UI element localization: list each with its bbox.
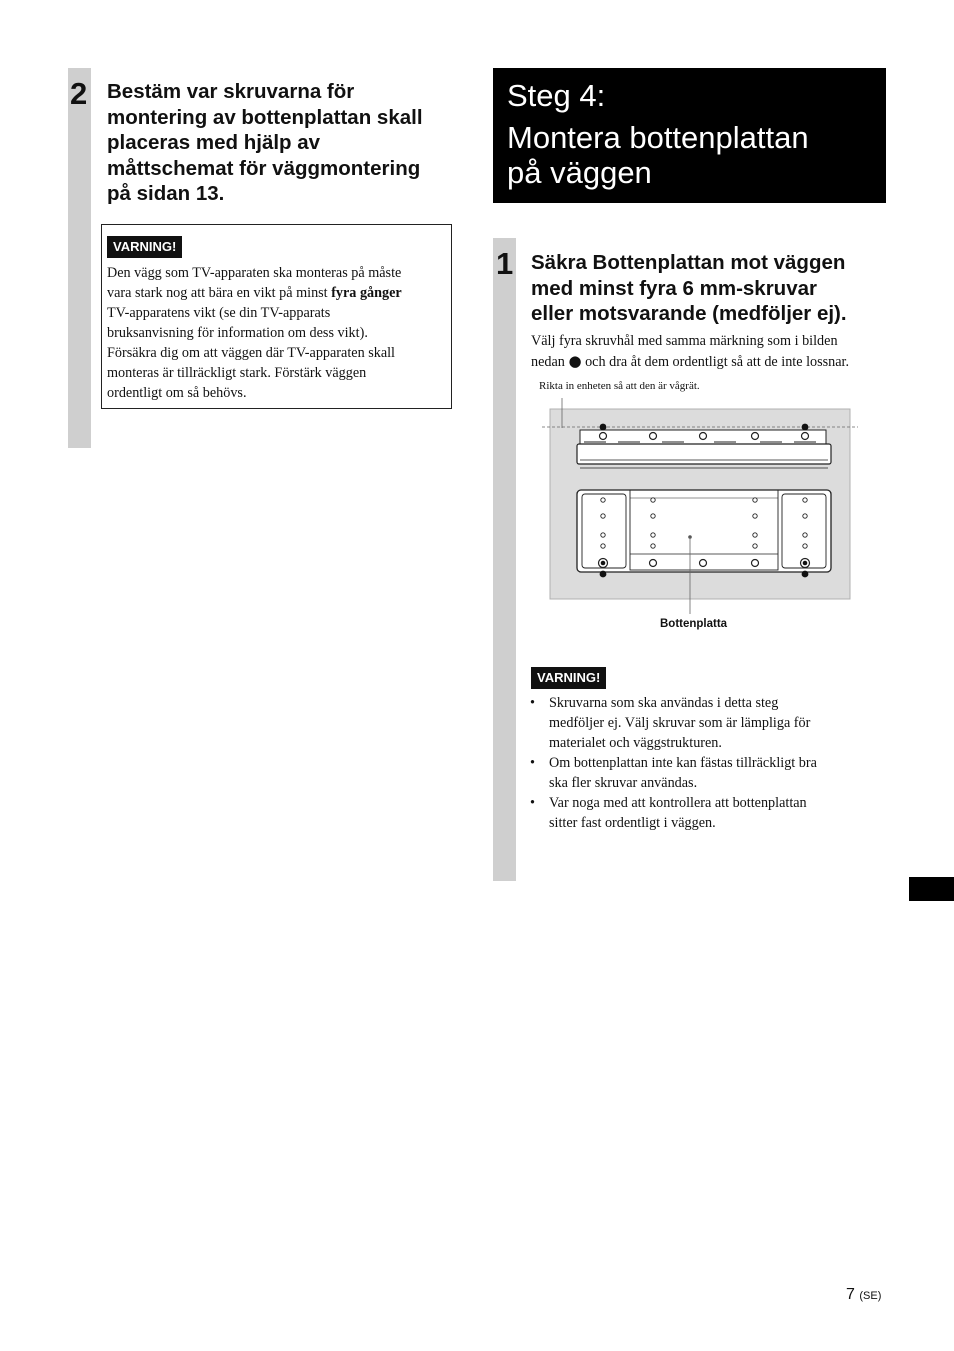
bullet-text xyxy=(549,793,807,833)
heading-line: eller motsvarande (medföljer ej). xyxy=(531,302,847,325)
instruction-text: nedan xyxy=(531,354,569,370)
bullet-line: Var noga med att kontrollera att bottenplattan xyxy=(549,795,807,811)
heading-line: montering av bottenplattan skall xyxy=(107,105,423,129)
step-2-number: 2 xyxy=(70,76,88,111)
heading-line: Bestäm var skruvarna för xyxy=(107,80,355,103)
diagram-caption: Rikta in enheten så att den är vågrät. xyxy=(539,380,700,392)
warning-bullet-item xyxy=(530,793,870,833)
bullet-icon: • xyxy=(530,755,535,771)
warning-line-text: vara stark nog att bära en vikt på minst xyxy=(107,285,332,301)
warning-line: TV-apparatens vikt (se din TV-apparats xyxy=(107,305,331,321)
warning-badge-left: VARNING! xyxy=(107,236,182,258)
warning-bullet-item xyxy=(530,753,870,793)
heading-line: med minst fyra 6 mm-skruvar xyxy=(531,276,817,300)
heading-line: placeras med hjälp av xyxy=(107,131,321,154)
bullet-line: ska fler skruvar användas. xyxy=(549,775,698,791)
step-1-sidebar xyxy=(493,238,516,881)
section-title-line: på väggen xyxy=(507,155,652,190)
warning-list-right xyxy=(530,693,870,833)
diagram-label-bottenplatta: Bottenplatta xyxy=(660,618,728,630)
page-number-suffix: (SE) xyxy=(859,1290,882,1302)
section-title-line: Montera bottenplattan xyxy=(507,120,809,155)
marked-hole-icon xyxy=(600,571,607,578)
warning-line: monteras är tillräckligt stark. Förstärk väggen xyxy=(107,365,367,381)
bullet-text xyxy=(549,753,817,793)
section-title-box xyxy=(493,68,886,203)
bullet-text xyxy=(549,693,810,753)
bullet-line: materialet och väggstrukturen. xyxy=(549,735,722,751)
bottom-plate-diagram xyxy=(536,394,866,634)
warning-line xyxy=(107,283,402,303)
filled-circle-marker-icon: ● xyxy=(568,352,582,370)
page-number xyxy=(846,1286,881,1304)
marked-hole-icon xyxy=(802,424,809,431)
instruction-text: och dra åt dem ordentligt så att de inte lossnar. xyxy=(581,354,850,370)
warning-line: ordentligt om så behövs. xyxy=(107,385,247,401)
warning-bullet-item xyxy=(530,693,870,753)
step-2-sidebar xyxy=(68,68,91,448)
bullet-icon: • xyxy=(530,695,535,711)
page-number-value: 7 xyxy=(846,1286,855,1303)
warning-text-left xyxy=(107,263,402,403)
bullet-icon: • xyxy=(530,795,535,811)
warning-badge-right: VARNING! xyxy=(531,667,606,689)
heading-line: på sidan 13. xyxy=(107,182,225,205)
section-title-step: Steg 4: xyxy=(507,78,606,113)
marked-hole-icon xyxy=(803,561,808,566)
instruction-line xyxy=(531,351,849,372)
marked-hole-icon xyxy=(601,561,606,566)
heading-line: måttschemat för väggmontering xyxy=(107,156,421,180)
marked-hole-icon xyxy=(600,424,607,431)
step-2-heading xyxy=(107,79,423,207)
bullet-line: Om bottenplattan inte kan fästas tillräckligt bra xyxy=(549,755,817,771)
warning-emphasis: fyra gånger xyxy=(331,285,402,301)
marked-hole-icon xyxy=(802,571,809,578)
bullet-line: medföljer ej. Välj skruvar som är lämpliga för xyxy=(549,715,811,731)
warning-line: bruksanvisning för information om dess vikt). xyxy=(107,325,368,341)
step-1-instruction xyxy=(531,331,849,372)
warning-line: Den vägg som TV-apparaten ska monteras på måste xyxy=(107,265,402,281)
section-edge-tab xyxy=(909,877,954,901)
heading-line: Säkra Bottenplattan mot väggen xyxy=(531,251,846,274)
bullet-line: sitter fast ordentligt i väggen. xyxy=(549,815,716,831)
step-1-number: 1 xyxy=(496,246,514,281)
warning-line: Försäkra dig om att väggen där TV-apparaten skall xyxy=(107,345,396,361)
bullet-line: Skruvarna som ska användas i detta steg xyxy=(549,695,779,711)
step-1-heading xyxy=(531,250,847,327)
instruction-line: Välj fyra skruvhål med samma märkning som i bilden xyxy=(531,333,838,349)
